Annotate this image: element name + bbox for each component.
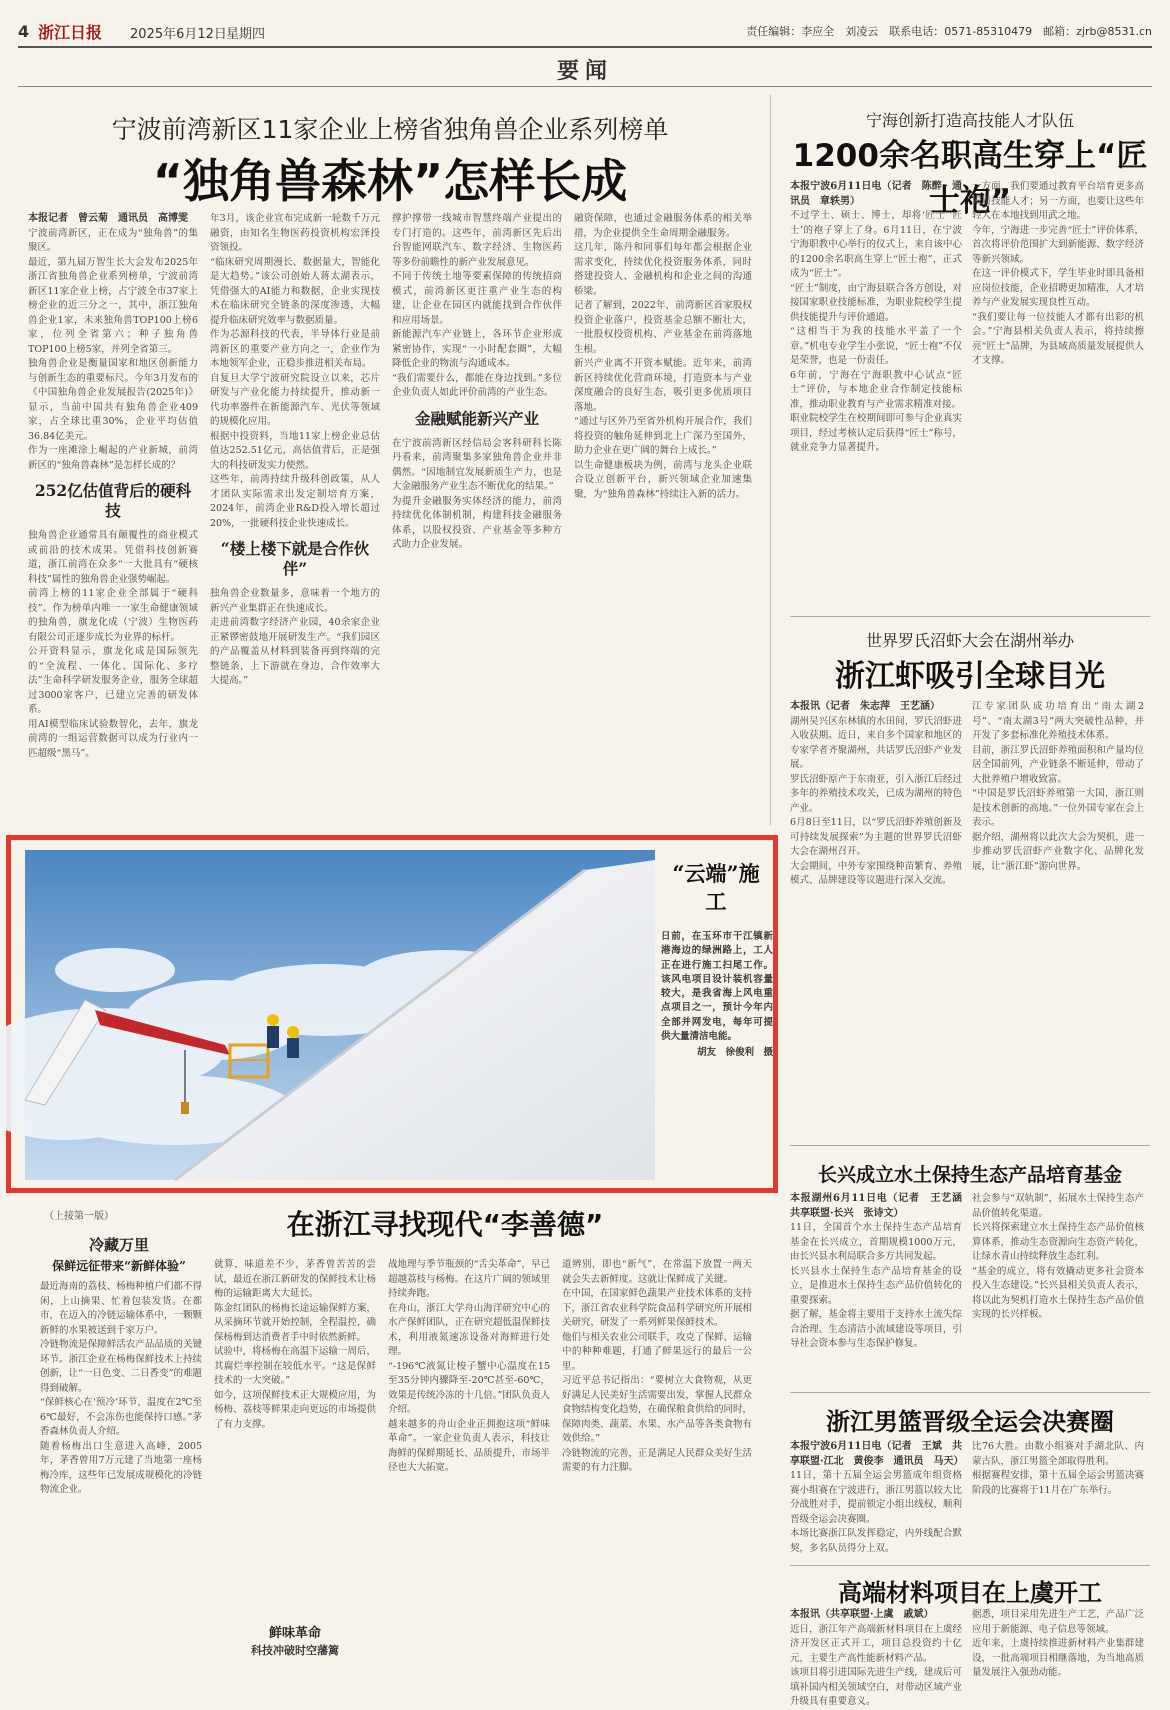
lead-column-3 [392, 212, 562, 812]
paragraph: 以生命健康板块为例，前湾与龙头企业联合设立创新平台，新兴领域企业加速集聚，为“独角兽森林”持续注入新的活力。 [574, 459, 752, 500]
craftsman-headline: 1200余名职高生穿上“匠士袍” [792, 138, 1148, 219]
issue-weekday: 星期四 [226, 27, 266, 42]
paragraph: 近年来，上虞持续推进新材料产业集群建设，一批高端项目相继落地，为当地高质量发展注入强劲动能。 [972, 1638, 1144, 1678]
basketball-column-1 [790, 1440, 962, 1558]
paragraph: 融资保障，也通过金融服务体系的相关举措，为企业提供全生命周期金融服务。 [574, 213, 752, 239]
paragraph: 不过学士、硕士、博士，却将‘匠士’‘匠士’的袍子穿上了身。6月11日，在宁波宁海职教中心举行的仪式上，来自该中心的1200余名职高生穿上“匠士袍”，正式成为“匠士”。 [790, 210, 962, 279]
paragraph: 不同于传统土地等要素保障的传统招商模式，前湾新区更注重产业生态的构建，让企业在园区内就能找到合作伙伴和应用场景。 [392, 271, 562, 326]
article-divider [790, 1145, 1150, 1146]
subheading: 鲜味革命 [268, 1626, 321, 1641]
photo-credit: 胡友 徐俊利 摄 [696, 1047, 773, 1059]
editor-info: 责任编辑：李应全 刘凌云 联系电话：0571-85310479 邮箱：zjrb@8531.cn [746, 25, 1152, 38]
shrimp-byline: 本报讯（记者 朱志萍 王艺涵） [790, 701, 940, 712]
lead-headline: “独角兽森林”怎样长成 [152, 154, 628, 208]
paragraph: 这几年，陈丹和同事们每年都会根据企业需求变化，持续优化投资服务体系，同时搭建投资人、金融机构和企业之间的沟通桥梁。 [574, 242, 752, 297]
subheading: 金融赋能新兴产业 [414, 408, 539, 428]
craftsman-byline: 本报宁波6月11日电（记者 陈醉 通讯员 章轶男） [790, 181, 962, 207]
paragraph: 如今，这项保鲜技术正大规模应用，为杨梅、荔枝等鲜果走向更远的市场提供了有力支撑。 [214, 1389, 376, 1430]
paragraph: 陈金红团队的杨梅长途运输保鲜方案，从采摘环节就开始控制，全程温控，确保杨梅到达消费者手中时依然新鲜。 [214, 1302, 376, 1343]
paragraph: “保鲜核心在‘预冷’环节，温度在2℃至6℃最好，不会冻伤也能保持口感。”茅香森林负责人介绍。 [40, 1397, 202, 1437]
paragraph: “中国是罗氏沼虾养殖第一大国，浙江则是技术创新的高地。”一位外国专家在会上表示。 [972, 788, 1144, 828]
paragraph: 独角兽企业是衡量国家和地区创新能力与创新生态的重要标尺。今年3月发布的《中国独角兽企业发展报告(2025年)》显示，当前中国共有独角兽企业409家，占全球比重30%，企业平均估值36.84亿美元。 [28, 358, 198, 442]
paragraph: 6年前，宁海在宁海职教中心试点“匠士”评价，与本地企业合作制定技能标准，推动职业教育与产业需求精准对接。 [790, 369, 962, 410]
paragraph: 最近，第九届万智生长大会发布2025年浙江省独角兽企业系列榜单，宁波前湾新区11家企业上榜，占宁波全市37家上榜企业的近三分之一，其中，浙江独角兽企业1家，未来独角兽TOP100上榜6家，位列全省第六；种子独角兽TOP100上榜5家，并列全省第三。 [28, 256, 198, 355]
wind-turbine-photo [25, 850, 655, 1180]
lishande-subhead-2 [214, 1625, 376, 1658]
paragraph: 作为芯源科技的代表，半导体行业是前湾新区的重要产业方向之一，企业作为本地领军企业，正稳步推进相关布局。 [210, 329, 380, 369]
shrimp-column-2 [972, 700, 1144, 1130]
article-divider [790, 616, 1150, 617]
worker-helmet [287, 1026, 299, 1038]
lishande-headline: 在浙江寻找现代“李善德” [286, 1208, 604, 1241]
paragraph: 比76大胜。由数小组赛对手湖北队、内蒙古队，浙江男篮全部取得胜利。 [972, 1441, 1144, 1467]
paragraph: 据介绍，湖州将以此次大会为契机，进一步推动罗氏沼虾产业数字化、品牌化发展，让“浙江虾”游向世界。 [972, 831, 1144, 872]
paragraph: 在中国，在国家鲜色蔬果产业技术体系的支持下，浙江省农业科学院食品科学研究所开展相关研究，研发了一系列鲜果保鲜技术。 [562, 1288, 753, 1328]
lead-byline: 本报记者 曾云菊 通讯员 高博雯 [28, 213, 188, 224]
paragraph: 大会期间，中外专家围绕种苗繁育、养殖模式、品牌建设等议题进行深入交流。 [790, 860, 962, 886]
craftsman-column-1 [790, 180, 962, 600]
photo-caption [661, 930, 773, 1061]
paragraph: “通过与区外乃至省外机构开展合作，我们将投资的触角延伸到北上广深乃至国外，助力企业在更广阔的舞台上成长。” [574, 416, 752, 456]
materials-column-2 [972, 1608, 1144, 1682]
paragraph: 职业院校学生在校期间即可参与企业真实项目，经过考核认定后获得“匠士”称号，就业竞争力显著提升。 [790, 413, 962, 453]
section-title: 要闻 [556, 58, 613, 84]
paragraph: 根据赛程安排，第十五届全运会男篮决赛阶段的比赛将于11月在广东举行。 [972, 1470, 1144, 1496]
article-divider [790, 1565, 1150, 1566]
subheading: 冷藏万里 [88, 1236, 149, 1254]
continued-label: （上接第一版） [44, 1211, 114, 1222]
paper-name: 浙江日报 [38, 23, 103, 42]
changxing-headline: 长兴成立水土保持生态产品培育基金 [817, 1164, 1122, 1186]
paragraph: 该项目将引进国际先进生产线，建成后可填补国内相关领域空白，对带动区域产业升级具有重要意义。 [790, 1667, 962, 1707]
column-divider [770, 95, 771, 825]
paragraph: 在这一评价模式下，学生毕业时即具备相应岗位技能，企业招聘更加精准，人才培养与产业发展实现良性互动。 [972, 268, 1144, 308]
craftsman-column-2 [972, 180, 1144, 600]
photo-caption-text: 日前，在玉环市干江镇新港海边的绿洲路上，工人正在进行施工扫尾工作。该风电项目设计装机容量较大，是我省海上风电重点项目之一，预计今年内全部并网发电，每年可提供大量清洁电能。 [661, 931, 773, 1043]
subheading: 科技冲破时空藩篱 [251, 1644, 339, 1657]
worker [267, 1026, 279, 1048]
paragraph: “这相当于为我的技能水平盖了一个章。”机电专业学生小张说，“匠士袍”不仅是荣誉，也是一份责任。 [790, 326, 962, 366]
paragraph: 随着杨梅出口生意进入高峰，2005年，茅香曾用7万元建了当地第一座杨梅冷库，这些年已发展成规模化的冷链物流企业。 [40, 1440, 202, 1495]
photo-illustration [25, 850, 655, 1180]
paragraph: 长兴县水土保持生态产品培育基金的设立，是推进水土保持生态产品价值转化的重要探索。 [790, 1265, 962, 1306]
paragraph: 冷链物流是保障鲜活农产品品质的关键环节。浙江企业在杨梅保鲜技术上持续创新，让“一日色变、二日香变”的难题得到破解。 [40, 1339, 202, 1394]
materials-column-1 [790, 1608, 962, 1707]
paragraph: 越来越多的舟山企业正拥抱这项“鲜味革命”。一家企业负责人表示，科技让海鲜的保鲜期延长、品质提升，市场半径也大大拓宽。 [388, 1418, 550, 1473]
paragraph: 为提升金融服务实体经济的能力，前湾持续优化体制机制，构建科技金融服务体系，以股权投资、产业基金等多种方式助力企业发展。 [392, 495, 562, 550]
lishande-subhead [44, 1234, 194, 1274]
paragraph: 在舟山，浙江大学舟山海洋研究中心的水产保鲜团队，正在研究超低温保鲜技术，利用液氮速冻设备对海鲜进行处理。 [388, 1302, 550, 1357]
masthead [18, 18, 1152, 46]
paragraph: 就算，味道差不少，茅香曾苦苦的尝试，最近在浙江新研发的保鲜技术让杨梅的运输距离大大延长。 [214, 1259, 376, 1299]
subheading: 252亿估值背后的硬科技 [34, 481, 192, 520]
paragraph: 新能源汽车产业链上，各环节企业形成紧密协作，实现“一小时配套圈”，大幅降低企业的物流与沟通成本。 [392, 329, 562, 369]
paragraph: 近日，浙江年产高端新材料项目在上虞经济开发区正式开工，项目总投资约十亿元，主要生产高性能新材料产品。 [790, 1623, 962, 1664]
photo-title: “云端”施工 [672, 861, 760, 914]
masthead-rule [18, 46, 1152, 48]
shrimp-headline: 浙江虾吸引全球目光 [835, 659, 1105, 694]
paragraph: 今年，宁海进一步完善“匠士”评价体系，首次将评价范围扩大到新能源、数字经济等新兴领域。 [972, 224, 1144, 265]
changxing-column-1 [790, 1192, 972, 1382]
basketball-byline: 本报宁波6月11日电（记者 王斌 共享联盟·江北 黄俊李 通讯员 马天） [790, 1441, 964, 1467]
paragraph: 前湾上榜的11家企业全部属于“硬科技”。作为榜单内唯一一家生命健康领域的独角兽，旗龙化成（宁波）生物医药有限公司正逐步成长为业界的标杆。 [28, 588, 198, 643]
paragraph: 这些年，前湾持续升级科创政策，从人才团队实际需求出发定制培育方案，2024年，前湾企业R&D投入增长超过20%，一批硬科技企业快速成长。 [210, 474, 380, 529]
photo-feature-frame [6, 835, 778, 1193]
lead-kicker: 宁波前湾新区11家企业上榜省独角兽企业系列榜单 [111, 115, 669, 144]
paragraph: 自复旦大学宁波研究院设立以来，芯片研发与产业化能力持续提升，推动新一代功率器件在新能源汽车、光伏等领域的规模化应用。 [210, 372, 380, 427]
subheading: 保鲜远征带来“新鲜体验” [52, 1259, 186, 1273]
lishande-column-2 [214, 1258, 376, 1618]
paragraph: 记者了解到，2022年，前湾新区首家股权投资企业落户，投资基金总额不断壮大，一批股权投资机构、产业基金在前湾落地生根。 [574, 300, 752, 355]
paragraph: 他们与相关农业公司联手，攻克了保鲜、运输中的种种难题，打通了鲜果远行的最后一公里。 [562, 1331, 753, 1372]
basketball-headline: 浙江男篮晋级全运会决赛圈 [826, 1408, 1114, 1436]
paragraph: 社会参与“双轨制”，拓展水土保持生态产品价值转化渠道。 [972, 1193, 1144, 1219]
paragraph: 罗氏沼虾原产于东南亚，引入浙江后经过多年的养殖技术攻关，已成为湖州的特色产业。 [790, 773, 962, 814]
paragraph: 11日，第十五届全运会男篮成年组资格赛小组赛在宁波进行，浙江男篮以较大比分战胜对手，提前锁定小组出线权，顺利晋级全运会决赛圈。 [790, 1470, 962, 1525]
paragraph: “匠士”制度，由宁海县联合各方创设，对接国家职业技能标准，为职业院校学生提供技能提升与评价通道。 [790, 282, 962, 323]
materials-byline: 本报讯（共享联盟·上虞 戚斌） [790, 1609, 934, 1620]
article-divider [790, 1392, 1150, 1393]
shrimp-kicker: 世界罗氏沼虾大会在湖州举办 [865, 631, 1074, 650]
paragraph: “我们要让每一位技能人才都有出彩的机会。”宁海县相关负责人表示，将持续擦亮“匠士”品牌，为县域高质量发展提供人才支撑。 [972, 311, 1144, 366]
paragraph: “基金的成立，将有效撬动更多社会资本投入生态建设。”长兴县相关负责人表示，将以此为契机打造水土保持生态产品价值实现的长兴样板。 [972, 1265, 1144, 1320]
paragraph: 习近平总书记指出：“要树立大食物观，从更好满足人民美好生活需要出发，掌握人民群众食物结构变化趋势，在确保粮食供给的同时，保障肉类、蔬菜、水果、水产品等各类食物有效供给。” [562, 1375, 753, 1444]
paragraph: 目前，浙江罗氏沼虾养殖面积和产量均位居全国前列，产业链条不断延伸，带动了大批养殖户增收致富。 [972, 744, 1144, 785]
worker-helmet [267, 1014, 279, 1026]
lead-column-1 [28, 212, 198, 812]
paragraph: 走进前湾数字经济产业园，40余家企业正紧锣密鼓地开展研发生产。“我们园区的产品覆盖从材料到装备再到终端的完整链条，上下游就在身边，合作效率大大提高。” [210, 617, 380, 686]
materials-headline: 高端材料项目在上虞开工 [838, 1579, 1102, 1607]
hook [181, 1102, 189, 1114]
paragraph: “我们需要什么，都能在身边找到。”多位企业负责人如此评价前湾的产业生态。 [392, 372, 562, 398]
paragraph: 湖州吴兴区东林镇的水田间，罗氏沼虾进入收获期。近日，来自多个国家和地区的专家学者齐聚湖州，共话罗氏沼虾产业发展。 [790, 715, 962, 770]
page-number: 4 [18, 22, 30, 41]
paragraph: 长兴将探索建立水土保持生态产品价值核算体系，推动生态资源向生态资产转化，让绿水青山持续释放生态红利。 [972, 1222, 1144, 1262]
paragraph: 试验中，将杨梅在高温下运输一周后，其腐烂率控制在较低水平。“这是保鲜技术的一大突破。” [214, 1346, 376, 1386]
lead-column-2 [210, 212, 380, 812]
paragraph: 6月8日至11日，以“罗氏沼虾养殖创新及可持续发展探索”为主题的世界罗氏沼虾大会在湖州召开。 [790, 817, 962, 857]
paragraph: 年3月，该企业宣布完成新一轮数千万元融资，由知名生物医药投资机构宏泽投资领投。 [210, 213, 380, 253]
section-rule [18, 86, 1152, 87]
paragraph: 根据中投资料，当地11家上榜企业总估值达252.51亿元，高估值背后，正是强大的科技研发实力使然。 [210, 430, 380, 471]
basketball-column-2 [972, 1440, 1144, 1558]
paragraph: 一方面，我们要通过教育平台培育更多高素质技能人才；另一方面，也要让这些年轻人在本地找到用武之地。 [972, 181, 1144, 221]
paragraph: 新兴产业离不开资本赋能。近年来，前湾新区持续优化营商环境，打造资本与产业深度融合的良好生态，吸引更多优质项目落地。 [574, 358, 752, 413]
lishande-column-1 [40, 1280, 202, 1680]
paragraph: 最近海南的荔枝、杨梅种植户们都不得闲，上山摘果、忙着包装发货。在都市，在迈入的冷链运输体系中，一颗颗新鲜的水果被送到千家万户。 [40, 1281, 202, 1336]
paragraph: 据了解，基金将主要用于支持水土流失综合治理、生态清洁小流域建设等项目，引导社会资本参与生态保护修复。 [790, 1309, 962, 1349]
paragraph: 独角兽企业通常具有颠覆性的商业模式或前沿的技术成果。凭借科技创新赛道，浙江前湾在众多“一大批具有“硬核科技”属性的独角兽企业强势崛起。 [28, 530, 198, 585]
paragraph: “-196℃液氮让梭子蟹中心温度在15至35分钟内骤降至-20℃甚至-60℃，效果是传统冷冻的十几倍。”团队负责人介绍。 [388, 1360, 550, 1415]
paragraph: 作为一座滩涂上崛起的产业新城，前湾新区的“独角兽森林”是怎样长成的？ [28, 445, 198, 471]
subheading: “楼上楼下就是合作伙伴” [220, 539, 370, 578]
paragraph: 江专家团队成功培育出“南太湖2号”、“南太湖3号”两大突破性品种，并开发了多套标准化养殖技术体系。 [972, 701, 1144, 741]
paragraph: 独角兽企业数量多，意味着一个地方的新兴产业集群正在快速成长。 [210, 588, 380, 614]
craftsman-kicker: 宁海创新打造高技能人才队伍 [865, 111, 1074, 130]
paragraph: 在宁波前湾新区经信局会客科研科长陈丹看来，前湾聚集多家独角兽企业并非偶然。“因地制宜发展新质生产力，也是大金融服务产业生态不断优化的结果。” [392, 437, 562, 492]
issue-date: 2025年6月12日 [130, 27, 227, 42]
lishande-column-3 [388, 1258, 550, 1678]
paragraph: 冷链物流的完善，正是满足人民群众美好生活需要的有力注脚。 [562, 1447, 753, 1473]
worker [287, 1038, 299, 1058]
paragraph: 撑护撑带一线城市智慧终端产业提出的专门打造的。这些年，前湾新区先后出台智能网联汽车、数字经济、生物医药等多份前瞻性的新产业发展意见。 [392, 213, 562, 268]
paragraph: 公开资料显示，旗龙化成是国际领先的“全流程、一体化、国际化、多疗法”生命科学研发服务企业，服务全球超过3000家客户，已建立完善的研发体系。 [28, 646, 198, 715]
shrimp-column-1 [790, 700, 962, 1130]
paragraph: 据悉，项目采用先进生产工艺，产品广泛应用于新能源、电子信息等领域。 [972, 1609, 1144, 1635]
paragraph: “临床研究周期漫长、数据量大，智能化是大趋势。”该公司创始人蒋太湖表示，凭借强大的AI能力和数据，企业实现技术在临床研究全链条的深度渗透，大幅提升临床研究效率与数据质量。 [210, 256, 380, 326]
paragraph: 战地理与季节瓶颈的“舌尖革命”，早已超越荔枝与杨梅。在这片广阔的领域里持续奔跑。 [388, 1259, 550, 1299]
lead-column-4 [574, 212, 752, 812]
paragraph: 本场比赛浙江队发挥稳定，内外线配合默契，多名队员得分上双。 [790, 1528, 962, 1554]
paragraph: 道辨别，即也“新气”，在常温下放置一两天就会失去新鲜度。这就让保鲜成了关键。 [562, 1259, 752, 1285]
lishande-column-4 [562, 1258, 752, 1678]
paragraph: 宁波前湾新区，正在成为“独角兽”的集聚区。 [28, 227, 198, 253]
paragraph: 用AI模型临床试验数智化，去年，旗龙前湾的一组运营数据可以成为行业内一匹超级“黑马”。 [28, 718, 198, 759]
paragraph: 11日，全国首个水土保持生态产品培育基金在长兴成立，首期规模1000万元，由长兴县水利局联合多方共同发起。 [790, 1222, 962, 1262]
changxing-byline: 本报湖州6月11日电（记者 王艺涵 共享联盟·长兴 张诗文） [790, 1193, 972, 1219]
changxing-column-2 [972, 1192, 1144, 1382]
